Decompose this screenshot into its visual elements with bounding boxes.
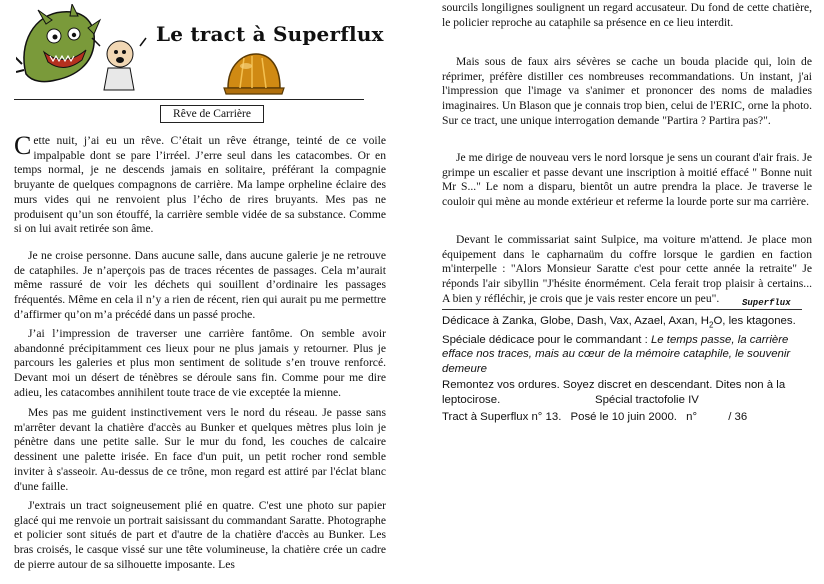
special-label: Spécial tractofolie IV	[595, 394, 699, 406]
dedication-lead: Dédicace à Zanka, Globe, Dash, Vax, Azael, Axan, H	[442, 315, 709, 327]
paragraph-5: J'extrais un tract soigneusement plié en quatre. C'est une photo sur papier glacé qui me renvoie un portrait saisissant du commandant Saratte. Photographe et policier sont situés de part et d'autre de la chatière d'accès au Bunker. Les bras croisés, le casque vissé sur une tête volumineuse, la chatière crée un cadre de pierre autour de sa silhouette imposante. Les	[14, 499, 386, 571]
author-signature: Superflux	[742, 298, 791, 308]
paragraph-2: Je ne croise personne. Dans aucune salle, dans aucune galerie je ne retrouve de cataphiles. Je n’aperçois pas de traces récentes de passages. Cela m’aurait même rassuré de voir les déchets qui souillent d’ordinaire les passages fréquentés. Même en cela il n’y a rien de récent, rien qui aurait pu me permettre d’affirmer qu’on m’a précédé dans un passé proche.	[14, 249, 386, 321]
dedication-rest: O, les ktagones. Spéciale dédicace pour le commandant :	[442, 315, 796, 346]
footer-date: Posé le 10 juin 2000.	[570, 411, 677, 423]
paragraph-3: J’ai l’impression de traverser une carrière fantôme. On semble avoir abandonné précipitamment ces lieux pour ne plus jamais y retourner. Plus je parcours les galeries et plus mon sentiment de solitude s’en trouve renforcé. Devant moi un désert de ténèbres se déroule sans fin. Comme pour me dire adieu, les catacombes annihilent toute trace de vie exceptée la mienne.	[14, 327, 386, 399]
footer-issue-line	[442, 410, 802, 425]
dedication-italic: Le temps passe, la carrière efface nos traces, mais au cœur de la mémoire cataphile, le souvenir demeure	[442, 333, 791, 376]
dedication-subscript: 2	[708, 320, 714, 330]
dedication-text	[442, 314, 802, 377]
right-paragraph-1: sourcils longilignes soulignent un regard accusateur. Du fond de cette chatière, le policier reproche au cataphile sa présence en ce lieu interdit.	[442, 1, 812, 29]
recommendation-content: Remontez vos ordures. Soyez discret en descendant. Dites non à la leptocirose.	[442, 379, 786, 406]
miner-helmet-icon	[222, 50, 286, 98]
footer-total: / 36	[728, 411, 748, 423]
drop-cap: C	[14, 131, 32, 160]
signature-divider	[442, 309, 802, 310]
page-title: Le tract à Superflux	[156, 22, 384, 46]
right-paragraph-4: Devant le commissariat saint Sulpice, ma voiture m'attend. Je place mon équipement dans le capharnaüm du coffre lorsque le gardien en faction m'interpelle : "Alors Monsieur Saratte c'est pour cette année la retraite" Je réponds l'air sibyllin "J'hésite énormément. Cela ferait trop plaisir à certains... A bien y réfléchir, je crois que je vais rester encore un peu".	[442, 233, 812, 305]
footer-issue: Tract à Superflux n° 13.	[442, 411, 562, 423]
cartoon-creature-illustration	[16, 4, 148, 96]
header-divider	[14, 99, 364, 100]
article-title-box: Rêve de Carrière	[160, 105, 264, 123]
right-paragraph-3: Je me dirige de nouveau vers le nord lorsque je sens un courant d'air frais. Je grimpe un escalier et passe devant une inscription à moitié effacé " Bonne nuit Mr S..." Le nom a disparu, bientôt un autre prendra la place. Je traverse le couloir qui mène au monde extérieur et referme la lourde porte sur ma carrière.	[442, 151, 812, 209]
right-paragraph-2: Mais sous de faux airs sévères se cache un bouda placide qui, loin de réprimer, préfère distiller ces nombreuses recommandations. Un instant, j'ai l'impression que l'image va s'animer et prononcer des noms de maladies imaginaires. Un Blason que je connais trop bien, celui de l'ERIC, orne la photo. Sur ce tract, une unique interrogation demande "Partira ? Partira pas?".	[442, 55, 812, 127]
right-column	[420, 0, 824, 584]
paragraph-1	[14, 131, 386, 237]
paragraph-1-text: ette nuit, j’ai eu un rêve. C’était un rêve étrange, teinté de ce voile impalpable dont se pare l’irréel. J’erre seul dans les catacombes. Or en temps normal, je ne descends jamais en solitaire, préférant la compagnie bruyante de quelques compagnons de carrière. Ma lampe orpheline éclaire des murs vides qui ne renvoient plus l’écho de rires bruyants. Mes pas ne produisent qu’un son étouffé, la carrière semble vidée de sa substance. Comme si on lui avait retirée son âme.	[14, 134, 386, 236]
footer-number-label: n°	[686, 411, 698, 423]
paragraph-4: Mes pas me guident instinctivement vers le nord du réseau. Je passe sans m'arrêter devant la chatière d'accès au Bunker et quelques mètres plus loin je pénètre dans une petite salle. Sur le mur du fond, les couches de calcaire dessinent une palette irisée. En face d'un puit, un petit rocher rond semble inviter à s'asseoir. Au-dessus de ce trône, mon regard est attiré par l'éclat blanc d'une faille.	[14, 406, 386, 493]
